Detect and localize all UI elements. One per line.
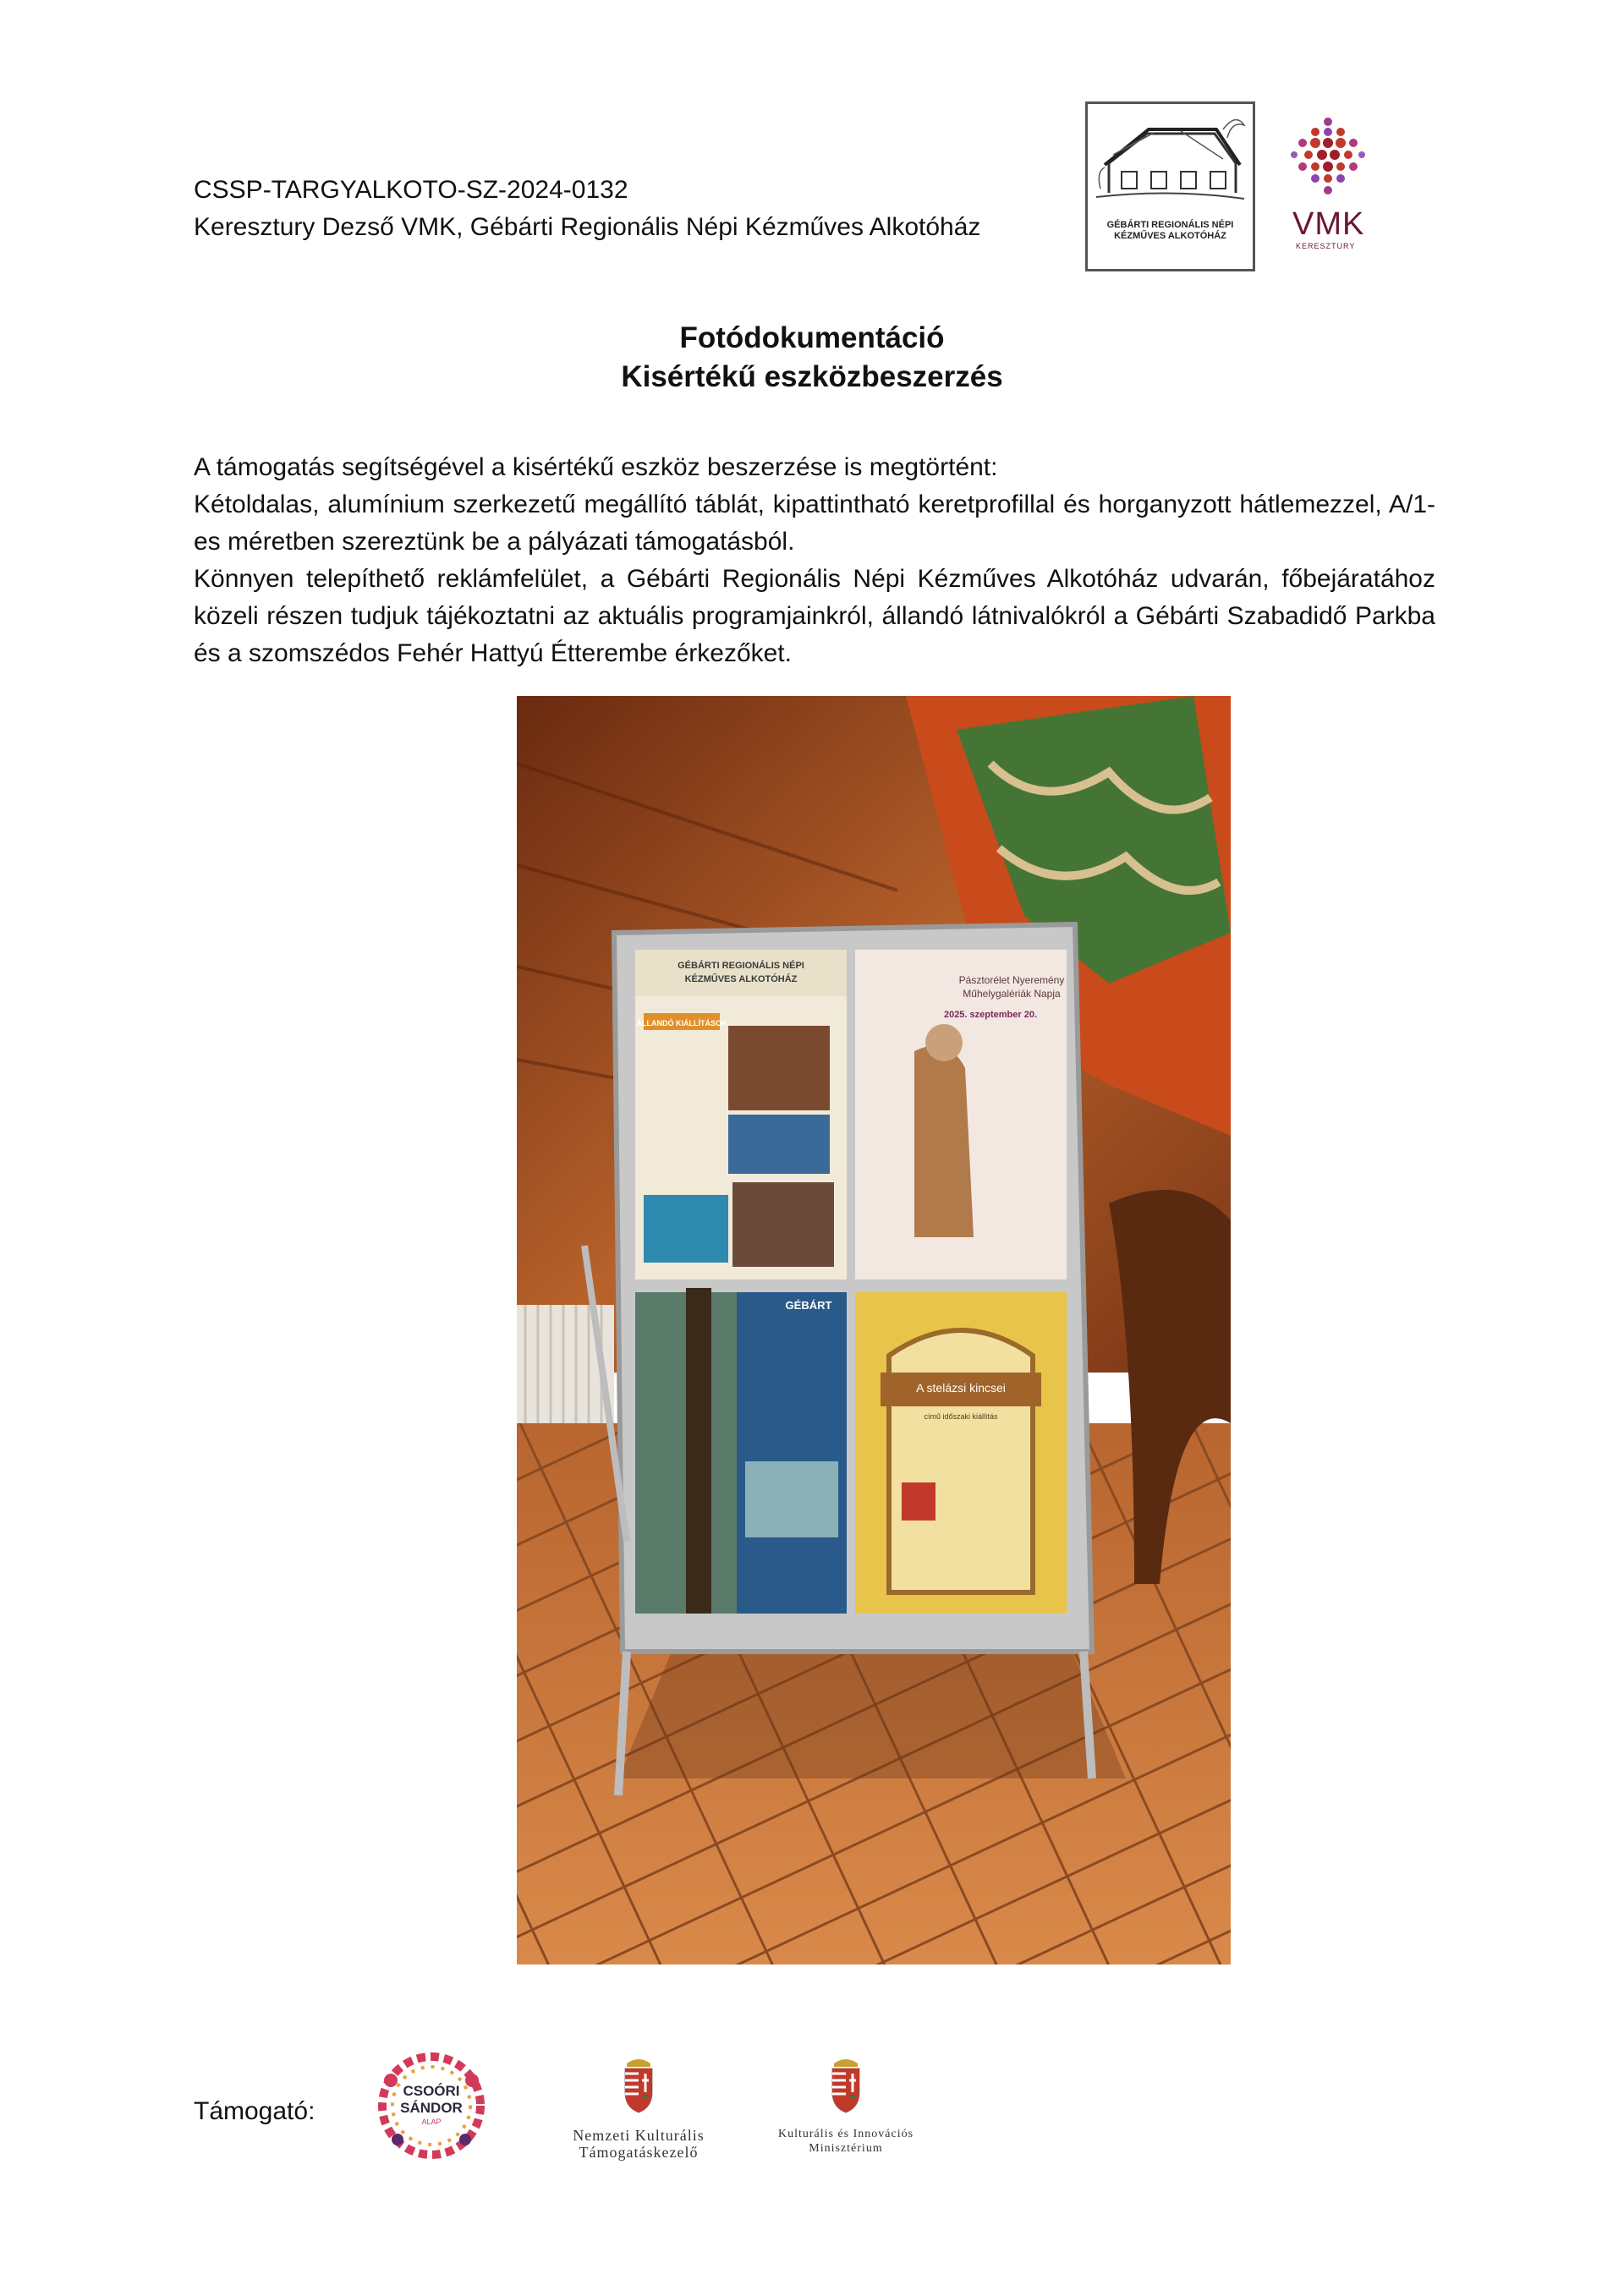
kim-line2: Minisztérium <box>809 2142 883 2155</box>
nka-line2: Támogatáskezelő <box>579 2144 699 2161</box>
kim-logo <box>753 2055 939 2165</box>
nka-name <box>546 2127 732 2161</box>
body-text <box>194 449 1435 672</box>
gebart-logo <box>1085 101 1255 271</box>
csoori-line3: ALAP <box>421 2118 442 2126</box>
csoori-line1: CSOÓRI <box>403 2083 460 2099</box>
poster-br-title1: A stelázsi kincsei <box>916 1381 1006 1395</box>
document-subtitle: Kisértékű eszközbeszerzés <box>621 360 1003 393</box>
gebart-house-drawing <box>1088 104 1253 269</box>
reference-code: CSSP-TARGYALKOTO-SZ-2024-0132 <box>194 176 628 204</box>
poster-header-line1: GÉBÁRTI REGIONÁLIS NÉPI <box>678 961 804 971</box>
csoori-floral-wreath-icon <box>372 2047 491 2165</box>
hungarian-crest-icon <box>827 2055 864 2114</box>
poster-tl-banner: ÁLLANDÓ KIÁLLÍTÁSOK <box>636 1019 727 1027</box>
poster-header-line2: KÉZMŰVES ALKOTÓHÁZ <box>684 974 798 984</box>
sponsor-label: Támogató: <box>194 2097 315 2125</box>
poster-br-title2: című időszaki kiállítás <box>924 1412 998 1421</box>
kim-line1: Kulturális és Innovációs <box>777 2128 914 2140</box>
poster-tr-date: 2025. szeptember 20. <box>943 1010 1038 1020</box>
stand-photo <box>517 696 1231 1964</box>
poster-tr-title1: Pásztorélet Nyeremény <box>958 974 1065 986</box>
gebart-caption <box>1088 220 1253 242</box>
vmk-subtitle: KERESZTURY <box>1296 242 1356 250</box>
csoori-line2: SÁNDOR <box>400 2100 463 2116</box>
stand-photo-illustration <box>517 696 1231 1964</box>
poster-bl-logo: GÉBÁRT <box>785 1299 832 1312</box>
csoori-sandor-logo <box>372 2047 491 2165</box>
kim-name <box>753 2127 939 2156</box>
hungarian-crest-icon <box>620 2055 657 2114</box>
vmk-logo <box>1286 115 1370 259</box>
body-paragraph-1: A támogatás segítségével a kisértékű eszköz beszerzése is megtörtént: <box>194 453 998 481</box>
title-block <box>0 319 1624 397</box>
gebart-caption-line2: KÉZMŰVES ALKOTÓHÁZ <box>1114 231 1226 241</box>
gebart-caption-line1: GÉBÁRTI REGIONÁLIS NÉPI <box>1106 220 1234 230</box>
vmk-dots-icon <box>1286 115 1370 204</box>
poster-tr-title2: Műhelygalériák Napja <box>963 988 1061 1000</box>
vmk-word: VMK <box>1292 206 1365 242</box>
header-text <box>194 172 980 246</box>
body-paragraph-2: Kétoldalas, alumínium szerkezetű megállító táblát, kipattintható keretprofillal és horganyzott hátlemezzel, A/1-es méretben szereztünk be a pályázati támogatásból. <box>194 490 1435 556</box>
nka-line1: Nemzeti Kulturális <box>573 2127 705 2144</box>
nka-logo <box>546 2055 732 2165</box>
document-title: Fotódokumentáció <box>679 321 945 354</box>
organization-name: Keresztury Dezső VMK, Gébárti Regionális Népi Kézműves Alkotóház <box>194 213 981 241</box>
body-paragraph-3: Könnyen telepíthető reklámfelület, a Gébárti Regionális Népi Kézműves Alkotóház udvarán, főbejáratához közeli részen tudjuk tájékoztatni az aktuális programjainkról, állandó látnivalókról a Gébárti Szabadidő Parkba és a szomszédos Fehér Hattyú Étterembe érkezőket. <box>194 565 1435 667</box>
